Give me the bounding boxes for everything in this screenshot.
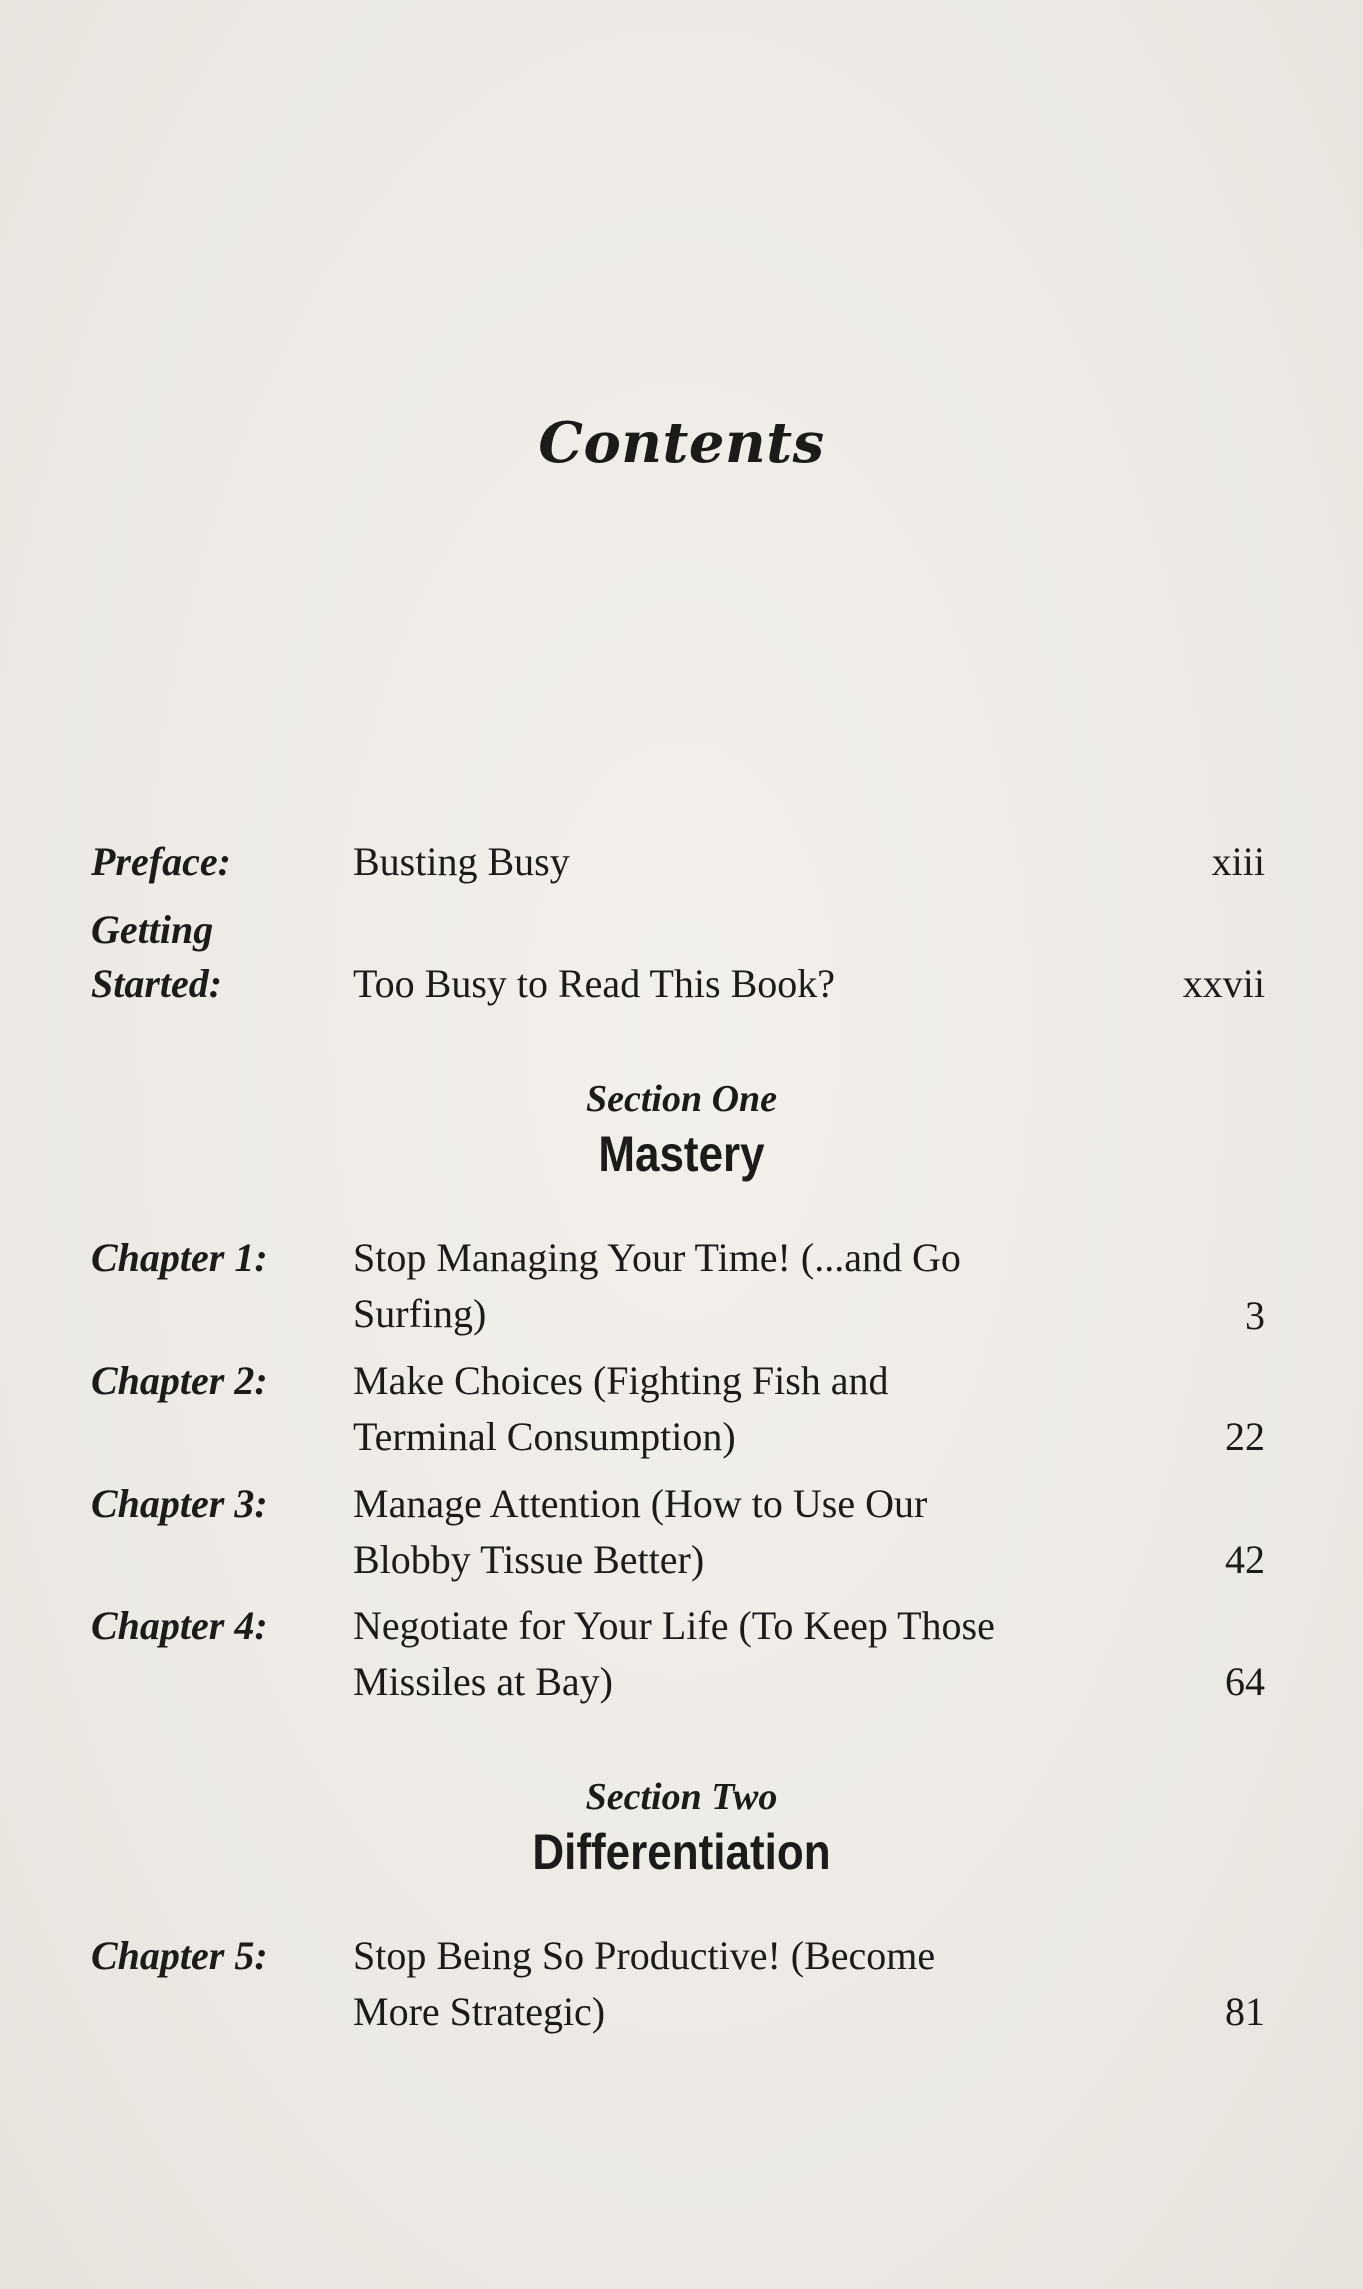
entry-page-number: 42 xyxy=(1225,1537,1265,1582)
entry-label: Preface: xyxy=(91,839,231,884)
page-title: Contents xyxy=(538,410,825,476)
entry-page-number: xiii xyxy=(1211,839,1265,884)
section-name: Mastery xyxy=(598,1126,765,1182)
section-kicker: Section One xyxy=(585,1078,778,1120)
entry-label: Chapter 5: xyxy=(91,1933,268,1978)
entry-title-line: Missiles at Bay) xyxy=(353,1659,613,1704)
entry-title-line: Terminal Consumption) xyxy=(353,1414,736,1459)
entry-label: Getting xyxy=(91,907,214,952)
entry-title-line: Stop Being So Productive! (Become xyxy=(353,1933,936,1978)
section-name: Differentiation xyxy=(532,1824,831,1880)
entry-title: Too Busy to Read This Book? xyxy=(353,961,836,1006)
entry-label: Chapter 2: xyxy=(91,1358,268,1403)
section-kicker: Section Two xyxy=(585,1776,778,1818)
entry-page-number: 3 xyxy=(1245,1293,1265,1338)
entry-label: Started: xyxy=(91,961,223,1006)
section-heading xyxy=(0,1074,1363,1184)
entry-label: Chapter 1: xyxy=(91,1235,268,1280)
entry-title-line: Negotiate for Your Life (To Keep Those xyxy=(353,1603,995,1648)
entry-title-line: Manage Attention (How to Use Our xyxy=(353,1481,928,1526)
entry-page-number: xxvii xyxy=(1182,961,1265,1006)
entry-title-line: Make Choices (Fighting Fish and xyxy=(353,1358,889,1403)
entry-title: Busting Busy xyxy=(353,839,570,884)
section-heading xyxy=(0,1772,1363,1882)
entry-title-line: More Strategic) xyxy=(353,1989,606,2034)
entry-label: Chapter 3: xyxy=(91,1481,268,1526)
entry-page-number: 81 xyxy=(1225,1989,1265,2034)
entry-page-number: 22 xyxy=(1225,1414,1265,1459)
entry-title-line: Surfing) xyxy=(353,1291,487,1336)
entry-title-line: Blobby Tissue Better) xyxy=(353,1537,705,1582)
entry-label: Chapter 4: xyxy=(91,1603,268,1648)
entry-page-number: 64 xyxy=(1225,1659,1265,1704)
entry-title-line: Stop Managing Your Time! (...and Go xyxy=(353,1235,961,1280)
